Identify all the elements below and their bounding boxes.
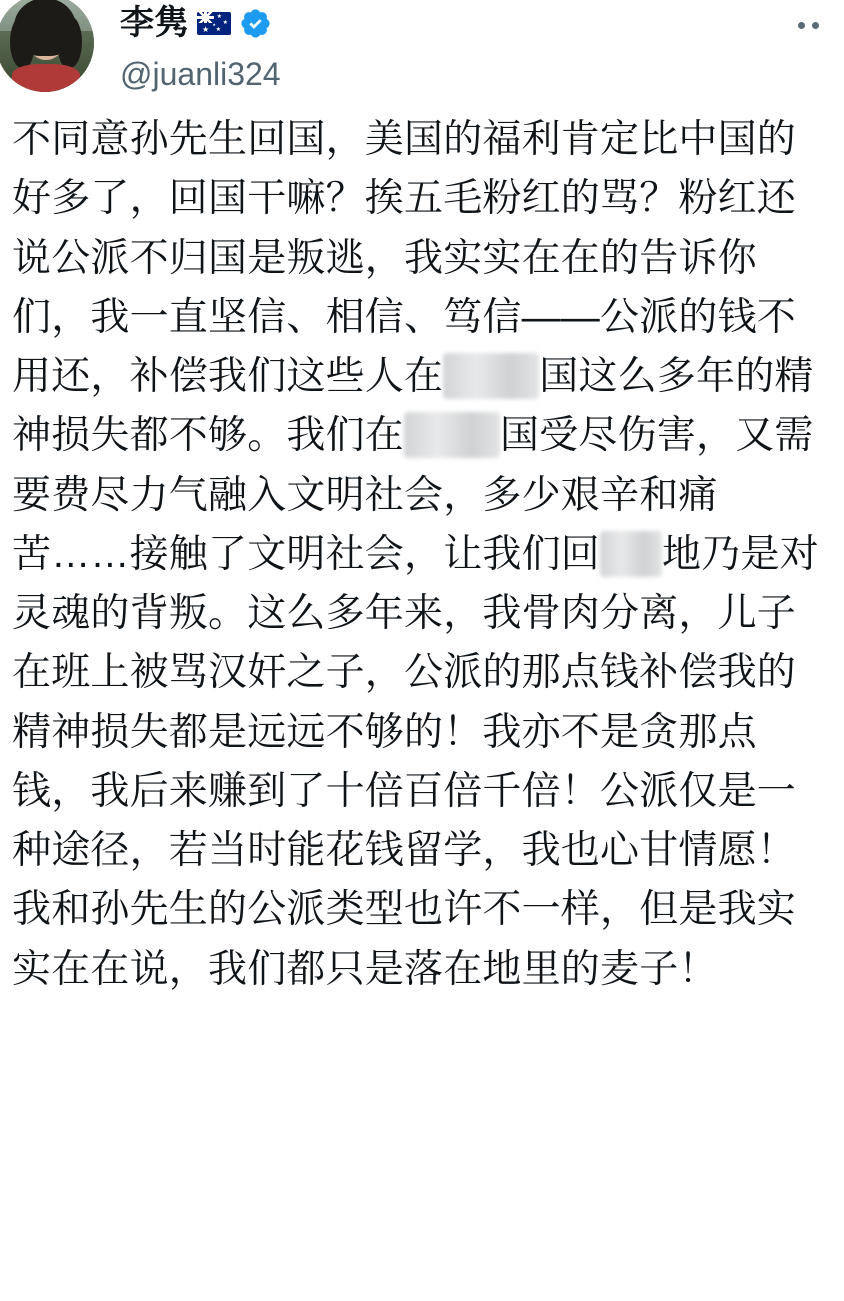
southern-cross-star-4: ★ (212, 21, 216, 27)
account-handle[interactable]: @juanli324 (120, 56, 281, 92)
verified-icon[interactable] (239, 7, 272, 40)
display-name[interactable]: 李隽 (120, 4, 189, 42)
southern-cross-star-3: ★ (215, 26, 221, 33)
more-dot-2 (812, 22, 819, 29)
account-names (120, 0, 844, 90)
post-text (0, 96, 844, 999)
union-jack-canton (197, 12, 214, 23)
post-text-run-0: 不同意孙先生回国，美国的福利肯定比中国的好多了，回国干嘛？挨五毛粉红的骂？粉红还说公派不归国是叛逃，我实实在在的告诉你们，我一直坚信、相信、笃信——公派的钱不用还，补偿我们这些人在 (12, 118, 797, 399)
redacted-text-5 (600, 531, 662, 577)
display-name-row (120, 0, 844, 46)
more-dot-1 (798, 22, 805, 29)
avatar[interactable] (0, 0, 94, 92)
australia-flag-icon (197, 12, 231, 35)
redacted-text-1 (443, 353, 539, 399)
commonwealth-star: ★ (202, 24, 210, 34)
avatar-torso (12, 64, 80, 92)
avatar-hair-top (14, 0, 76, 56)
post-text-run-6: 地乃是对灵魂的背叛。这么多年来，我骨肉分离，儿子在班上被骂汉奸之子，公派的那点钱补偿我的精神损失都是远远不够的！我亦不是贪那点钱，我后来赚到了十倍百倍千倍！公派仅是一种途径，若当时能花钱留学，我也心甘情愿！我和孙先生的公派类型也许不一样，但是我实实在在说，我们都只是落在地里的麦子！ (12, 532, 819, 991)
post-header (0, 0, 844, 96)
redacted-text-3 (404, 412, 500, 458)
southern-cross-star-1: ★ (216, 13, 222, 20)
southern-cross-star-2: ★ (222, 19, 228, 26)
post-text-run-4: 国受尽伤害，又需要费尽力气融入文明社会，多少艰辛和痛苦……接触了文明社会，让我们回 (12, 414, 814, 576)
more-options-icon[interactable] (786, 8, 830, 42)
post-text-run-2: 国这么多年的精神损失都不够。我们在 (12, 355, 814, 458)
